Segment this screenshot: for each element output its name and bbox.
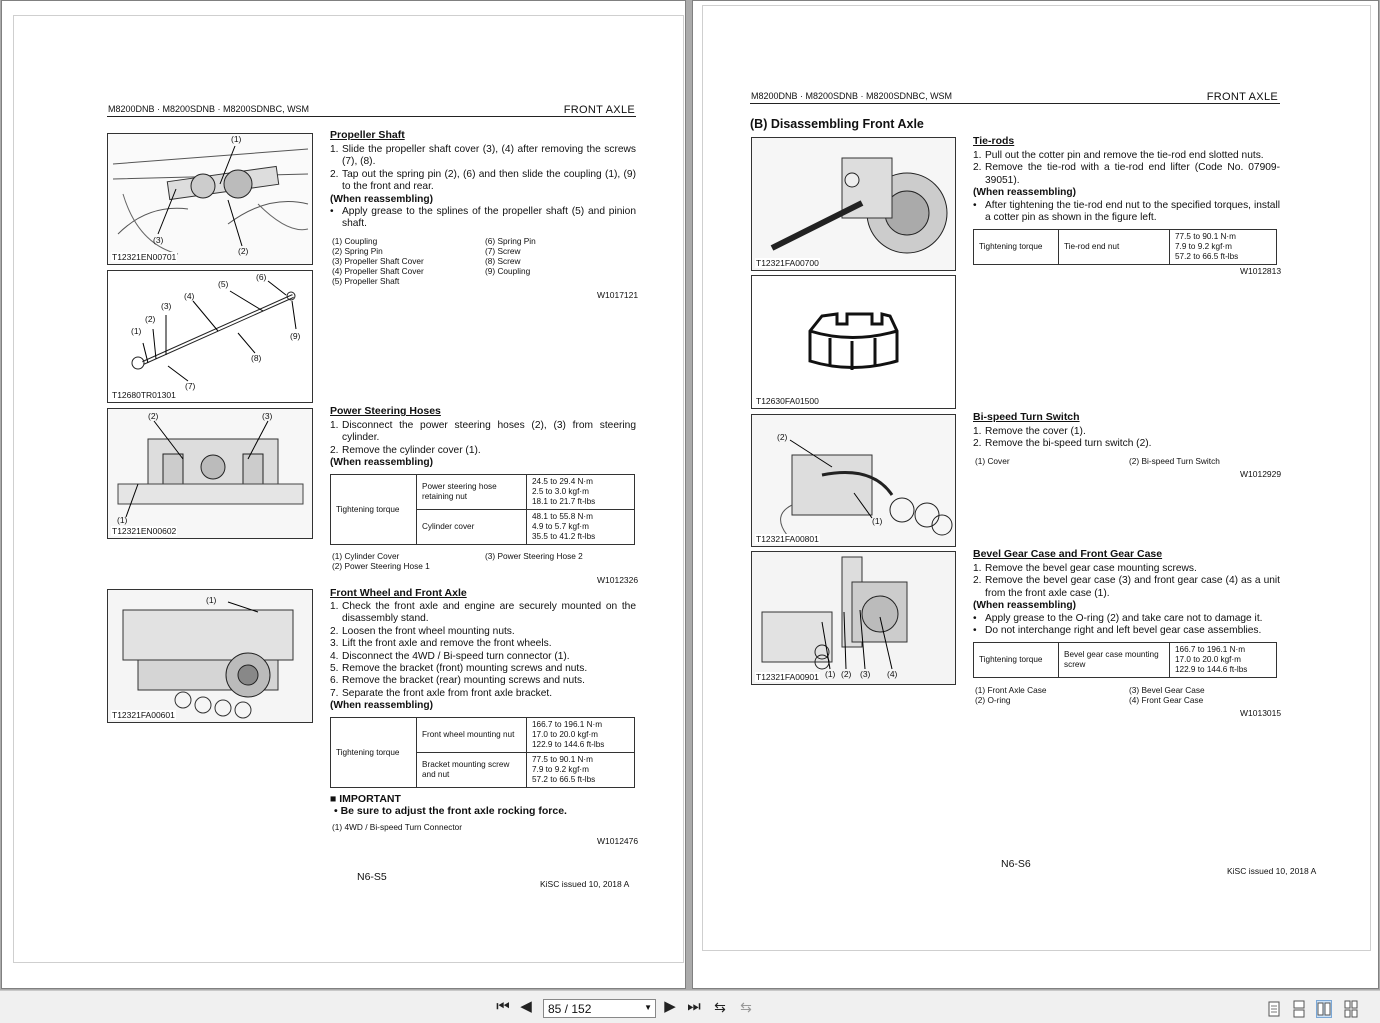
torque-value: [527, 475, 635, 510]
bullet-text: Apply grease to the splines of the propeller shaft (5) and pinion shaft.: [342, 206, 636, 230]
reference-code: W1012326: [597, 575, 639, 585]
step-number: 2.: [330, 444, 339, 456]
go-back-icon[interactable]: ⇆: [714, 999, 726, 1015]
right-page: [692, 0, 1379, 989]
torque-kgf: 7.9 to 9.2 kgf·m: [532, 765, 589, 774]
callout: (9): [290, 331, 301, 341]
propeller-shaft-legend: [332, 236, 632, 288]
torque-table: [330, 717, 635, 788]
figure-drawing: [108, 590, 313, 723]
legend-item: (8) Screw: [485, 256, 521, 266]
step-number: 1.: [330, 144, 339, 155]
callout: (2): [238, 246, 249, 256]
step-text: Remove the bevel gear case (3) and front gear case (4) as a unit from the front axle case (1).: [985, 575, 1280, 599]
page-field-value: 85 / 152: [548, 1002, 592, 1016]
step: [330, 144, 636, 169]
torque-ftlbs: 57.2 to 66.5 ft-lbs: [532, 775, 596, 784]
step: [330, 626, 636, 638]
step: [973, 426, 1280, 438]
legend-item: (3) Propeller Shaft Cover: [332, 256, 424, 266]
callout: (2): [145, 314, 156, 324]
torque-ftlbs: 57.2 to 66.5 ft-lbs: [1175, 252, 1239, 261]
torque-value: [527, 510, 635, 545]
step-number: 1.: [973, 426, 982, 437]
figure-code: T12321FA00700: [756, 258, 819, 268]
step: [330, 663, 636, 675]
step-text: Remove the cover (1).: [985, 426, 1086, 437]
reassembling-heading: (When reassembling): [973, 600, 1077, 612]
step-text: Remove the cylinder cover (1).: [342, 444, 481, 456]
step-number: 6.: [330, 675, 339, 687]
page-number: N6-S6: [1001, 858, 1031, 870]
important-text: Be sure to adjust the front axle rocking force.: [340, 805, 567, 817]
figure-code: T12321FA00901: [756, 672, 819, 682]
figure-code: T12680TR01301: [112, 390, 176, 400]
reassembling-heading: (When reassembling): [330, 193, 434, 205]
reference-code: W1013015: [1240, 708, 1282, 718]
step-number: 2.: [973, 438, 982, 450]
bullet: • Apply grease to the O-ring (2) and take care not to damage it.: [973, 613, 1280, 625]
last-page-icon[interactable]: ⏭: [687, 998, 701, 1015]
torque-label: Tightening torque: [331, 475, 417, 545]
legend-item: (5) Propeller Shaft: [332, 276, 400, 286]
legend-item: (1) Front Axle Case: [975, 685, 1047, 695]
torque-value: [1170, 230, 1277, 265]
figure-power-steering: [107, 408, 313, 539]
step-number: 5.: [330, 663, 339, 675]
callout: (1): [131, 326, 142, 336]
bullet: • Do not interchange right and left bevel gear case assemblies.: [973, 625, 1280, 637]
torque-ftlbs: 18.1 to 21.7 ft-lbs: [532, 497, 596, 506]
step-text: Remove the tie-rod with a tie-rod end lifter (Code No. 07909-39051).: [985, 162, 1280, 186]
torque-nm: 166.7 to 196.1 N·m: [532, 720, 603, 729]
callout: (3): [860, 669, 871, 679]
callout: (5): [218, 279, 229, 289]
callout: (3): [262, 411, 273, 421]
torque-value: [527, 718, 635, 753]
figure-bi-speed-switch: [751, 414, 956, 547]
continuous-facing-view-icon[interactable]: [1343, 1000, 1359, 1018]
bi-speed-title: Bi-speed Turn Switch: [973, 411, 1080, 423]
legend-item: (2) Power Steering Hose 1: [332, 561, 430, 571]
go-forward-icon[interactable]: ⇆: [740, 999, 752, 1015]
torque-table: [973, 229, 1277, 265]
square-bullet-icon: ■: [330, 793, 340, 805]
bi-speed-legend: [975, 456, 1275, 468]
torque-kgf: 17.0 to 20.0 kgf·m: [532, 730, 598, 739]
page-number: N6-S5: [357, 871, 387, 883]
step-text: Slide the propeller shaft cover (3), (4) after removing the screws (7), (8).: [342, 144, 636, 168]
step-number: 2.: [330, 168, 339, 180]
step: [330, 638, 636, 650]
tie-rods-steps: [973, 150, 1280, 224]
legend-item: (4) Propeller Shaft Cover: [332, 266, 424, 276]
bevel-gear-legend: [975, 685, 1275, 707]
bullet-text: Do not interchange right and left bevel gear case assemblies.: [985, 625, 1262, 637]
callout: (1): [825, 669, 836, 679]
step-number: 1.: [973, 150, 982, 161]
callout: (3): [153, 235, 164, 245]
torque-item: Power steering hose retaining nut: [417, 475, 527, 510]
torque-item: Bevel gear case mounting screw: [1059, 643, 1170, 678]
legend-item: (4) Front Gear Case: [1129, 695, 1204, 705]
callout: (1): [231, 134, 242, 144]
header-section: FRONT AXLE: [1206, 91, 1278, 103]
step: [973, 162, 1280, 187]
propeller-shaft-title: Propeller Shaft: [330, 129, 405, 141]
callout: (4): [887, 669, 898, 679]
bevel-gear-title: Bevel Gear Case and Front Gear Case: [973, 548, 1163, 560]
step-number: 3.: [330, 638, 339, 650]
legend-item: (1) Cylinder Cover: [332, 551, 400, 561]
figure-drawing: [752, 552, 956, 685]
step: [973, 438, 1280, 450]
step: [973, 563, 1280, 575]
step-text: Disconnect the power steering hoses (2), (3) from steering cylinder.: [342, 420, 636, 444]
figure-propeller-shaft-area: [107, 133, 313, 265]
legend-item: (3) Bevel Gear Case: [1129, 685, 1205, 695]
step: [330, 445, 636, 457]
reference-code: W1017121: [597, 290, 639, 300]
page-number-input[interactable]: [543, 999, 656, 1018]
callout: (1): [117, 515, 128, 525]
torque-ftlbs: 122.9 to 144.6 ft-lbs: [1175, 665, 1248, 674]
header-rule: [750, 103, 1280, 104]
legend-item: (1) Coupling: [332, 236, 378, 246]
facing-view-icon[interactable]: [1316, 1000, 1332, 1018]
bullet-text: Apply grease to the O-ring (2) and take care not to damage it.: [985, 612, 1263, 624]
step: [330, 688, 636, 700]
callout: (4): [184, 291, 195, 301]
callout: (2): [148, 411, 159, 421]
step-text: Pull out the cotter pin and remove the tie-rod end slotted nuts.: [985, 150, 1264, 161]
step: [330, 675, 636, 687]
reference-code: W1012929: [1240, 469, 1282, 479]
bullet-text: After tightening the tie-rod end nut to the specified torques, install a cotter pin as shown in the figure left.: [985, 199, 1280, 224]
torque-label: Tightening torque: [974, 230, 1059, 265]
section-title: (B) Disassembling Front Axle: [750, 117, 924, 131]
step-text: Check the front axle and engine are securely mounted on the disassembly stand.: [342, 601, 636, 625]
torque-nm: 24.5 to 29.4 N·m: [532, 477, 593, 486]
important-notice: [330, 793, 401, 805]
figure-code: T12321EN00602: [112, 526, 177, 536]
callout: (3): [161, 301, 172, 311]
power-steering-legend: [332, 551, 632, 573]
torque-nm: 166.7 to 196.1 N·m: [1175, 645, 1246, 654]
bullet: • After tightening the tie-rod end nut to the specified torques, install a cotter pin as shown in the figure left.: [973, 199, 1280, 224]
figure-front-wheel-axle: [107, 589, 313, 723]
reassembling-heading: (When reassembling): [330, 457, 434, 469]
figure-tie-rod: [751, 137, 956, 271]
torque-value: [1170, 643, 1277, 678]
step-number: 1.: [973, 563, 982, 574]
step-number: 2.: [330, 625, 339, 637]
torque-ftlbs: 122.9 to 144.6 ft-lbs: [532, 740, 605, 749]
callout: (8): [251, 353, 262, 363]
step-text: Tap out the spring pin (2), (6) and then slide the coupling (1), (9) to the front and rear.: [342, 168, 636, 193]
step-text: Remove the bevel gear case mounting screws.: [985, 563, 1197, 574]
left-page: [1, 0, 686, 989]
reference-code: W1012813: [1240, 266, 1282, 276]
tie-rods-title: Tie-rods: [973, 135, 1015, 147]
header-section: FRONT AXLE: [563, 104, 635, 116]
continuous-view-icon[interactable]: [1291, 1000, 1307, 1018]
figure-drawing: [752, 138, 956, 271]
header-rule: [107, 116, 636, 117]
figure-drawing: [108, 271, 313, 403]
torque-label: Tightening torque: [974, 643, 1059, 678]
torque-table: [973, 642, 1277, 678]
header-models: M8200DNB · M8200SDNB · M8200SDNBC, WSM: [751, 91, 953, 101]
legend-item: (9) Coupling: [485, 266, 531, 276]
figure-code: T12630FA01500: [756, 396, 819, 406]
chevron-down-icon[interactable]: ▼: [644, 1003, 652, 1012]
torque-nm: 48.1 to 55.8 N·m: [532, 512, 593, 521]
figure-propeller-shaft-parts: [107, 270, 313, 403]
callout: (1): [206, 595, 217, 605]
front-wheel-title: Front Wheel and Front Axle: [330, 587, 467, 599]
callout: (2): [841, 669, 852, 679]
torque-kgf: 7.9 to 9.2 kgf·m: [1175, 242, 1232, 251]
figure-bevel-gear-case: [751, 551, 956, 685]
step-text: Remove the bracket (rear) mounting screws and nuts.: [342, 675, 585, 687]
torque-item: Tie-rod end nut: [1059, 230, 1170, 265]
callout: (7): [185, 381, 196, 391]
figure-drawing: [108, 134, 313, 265]
propeller-shaft-steps: [330, 144, 636, 231]
step-text: Disconnect the 4WD / Bi-speed turn connector (1).: [342, 650, 570, 662]
bi-speed-steps: [973, 426, 1280, 451]
next-page-icon[interactable]: ▶: [664, 998, 676, 1015]
step: [330, 420, 636, 445]
previous-page-icon[interactable]: ◀: [520, 998, 532, 1015]
torque-table: [330, 474, 635, 545]
torque-kgf: 17.0 to 20.0 kgf·m: [1175, 655, 1241, 664]
torque-value: [527, 753, 635, 788]
bullet: • Apply grease to the splines of the propeller shaft (5) and pinion shaft.: [330, 206, 636, 230]
issued-note: KiSC issued 10, 2018 A: [540, 879, 630, 889]
reassembling-heading: (When reassembling): [330, 700, 434, 712]
figure-slotted-nut: [751, 275, 956, 409]
figure-drawing: [752, 276, 956, 409]
power-steering-steps: [330, 420, 636, 470]
legend-item: (6) Spring Pin: [485, 236, 536, 246]
reference-code: W1012476: [597, 836, 639, 846]
legend-item: (7) Screw: [485, 246, 521, 256]
callout: (1): [872, 516, 883, 526]
torque-label: Tightening torque: [331, 718, 417, 788]
front-wheel-steps: [330, 601, 636, 713]
step: [330, 651, 636, 663]
header-models: M8200DNB · M8200SDNB · M8200SDNBC, WSM: [108, 104, 310, 114]
callout: (6): [256, 272, 267, 282]
front-wheel-legend: (1) 4WD / Bi-speed Turn Connector: [332, 822, 463, 832]
step: [330, 601, 636, 626]
figure-code: T12321EN00701: [112, 252, 177, 262]
step: [330, 169, 636, 194]
single-page-view-icon[interactable]: [1266, 1000, 1282, 1018]
torque-item: Cylinder cover: [417, 510, 527, 545]
reassembling-heading: (When reassembling): [973, 187, 1077, 199]
step: [973, 150, 1280, 162]
step-number: 4.: [330, 650, 339, 662]
torque-item: Front wheel mounting nut: [417, 718, 527, 753]
important-text-row: • Be sure to adjust the front axle rocking force.: [334, 805, 567, 817]
step-text: Remove the bracket (front) mounting screws and nuts.: [342, 663, 588, 675]
legend-item: (1) Cover: [975, 456, 1010, 466]
bevel-gear-steps: [973, 563, 1280, 637]
step-number: 2.: [973, 162, 982, 174]
legend-item: (3) Power Steering Hose 2: [485, 551, 583, 561]
step-number: 1.: [330, 420, 339, 431]
torque-item: Bracket mounting screw and nut: [417, 753, 527, 788]
step-text: Loosen the front wheel mounting nuts.: [342, 625, 515, 637]
callout: (2): [777, 432, 788, 442]
step-number: 1.: [330, 601, 339, 612]
torque-kgf: 4.9 to 5.7 kgf·m: [532, 522, 589, 531]
issued-note: KiSC issued 10, 2018 A: [1227, 866, 1317, 876]
torque-kgf: 2.5 to 3.0 kgf·m: [532, 487, 589, 496]
first-page-icon[interactable]: ⏮: [496, 998, 510, 1015]
legend-item: (2) Spring Pin: [332, 246, 383, 256]
torque-nm: 77.5 to 90.1 N·m: [1175, 232, 1236, 241]
step: [973, 575, 1280, 600]
torque-ftlbs: 35.5 to 41.2 ft-lbs: [532, 532, 596, 541]
step-text: Remove the bi-speed turn switch (2).: [985, 438, 1152, 450]
figure-code: T12321FA00601: [112, 710, 175, 720]
figure-code: T12321FA00801: [756, 534, 819, 544]
viewer-toolbar: [0, 990, 1380, 1023]
step-text: Separate the front axle from front axle bracket.: [342, 687, 553, 699]
figure-drawing: [108, 409, 313, 539]
legend-item: (2) O-ring: [975, 695, 1011, 705]
step-number: 2.: [973, 575, 982, 587]
legend-item: (2) Bi-speed Turn Switch: [1129, 456, 1220, 466]
important-title: IMPORTANT: [339, 793, 401, 805]
step-number: 7.: [330, 687, 339, 699]
torque-nm: 77.5 to 90.1 N·m: [532, 755, 593, 764]
power-steering-title: Power Steering Hoses: [330, 405, 441, 417]
step-text: Lift the front axle and remove the front wheels.: [342, 638, 552, 650]
